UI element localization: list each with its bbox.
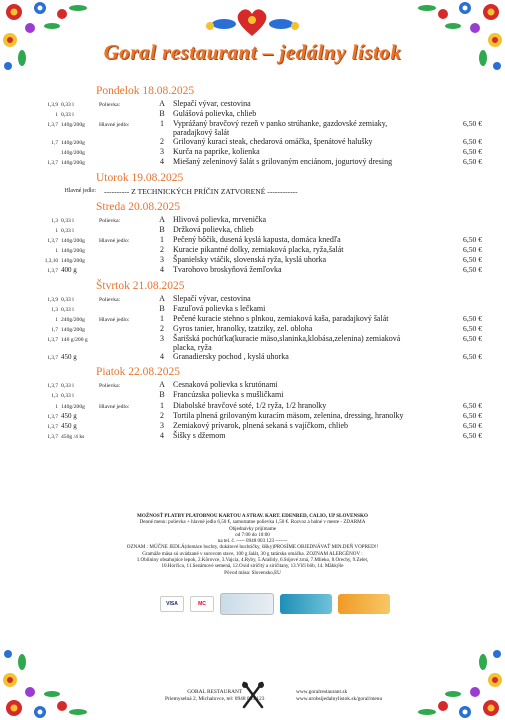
day-title: Utorok 19.08.2025 <box>96 171 184 184</box>
course-type <box>99 305 155 306</box>
day-section <box>36 280 482 363</box>
mastercard-icon: MC <box>190 596 214 612</box>
allergens: 1,3,7 <box>47 383 58 390</box>
folk-heart-ornament-icon <box>200 4 305 40</box>
menu-item <box>36 402 482 412</box>
item-description: Hlivová polievka, mrvenička <box>173 214 267 224</box>
payment-note: MOŽNOSŤ PLATBY PLATOBNOU KARTOU A STRAV. KART. EDENRED, CALIO, UP SLOVENSKO <box>137 513 368 519</box>
menu-item <box>36 412 482 422</box>
item-number: 1 <box>160 400 164 410</box>
day-section <box>36 85 482 168</box>
item-description: Gulášová polievka, chlieb <box>173 109 257 119</box>
course-type: Hlavné jedlo: <box>99 316 130 323</box>
weight: 0,33 l <box>61 217 74 224</box>
allergens: 1 <box>55 112 58 119</box>
item-description: Granadiersky pochod , kyslá uhorka <box>173 351 289 361</box>
item-description: Gyros tanier, hranolky, tzatziky, zel. obloha <box>173 324 313 333</box>
allergens: 1,3,7 <box>47 237 58 244</box>
item-description: Pečené kuracie stehno s plnkou, zemiaková kaša, paradajkový šalát <box>173 313 389 323</box>
menu-item <box>36 335 482 352</box>
weight: 140g/200g <box>61 149 85 156</box>
item-description: Fazuľová polievka s lečkami <box>173 303 266 313</box>
weight: 140g/200g <box>61 160 85 167</box>
course-type <box>99 246 155 247</box>
item-number: 3 <box>160 420 164 430</box>
item-number: 2 <box>160 136 164 146</box>
menu-item <box>36 391 482 401</box>
item-number: 1 <box>160 119 164 129</box>
allergens: 1,3,7 <box>47 337 58 344</box>
closed-text: ---------- Z TECHNICKÝCH PRÍČIN ZATVORENÉ ------------ <box>104 186 298 196</box>
menu-link[interactable]: www.urobsijedalnylistok.sk/goral/menu <box>296 696 383 702</box>
allergens: 1 <box>55 227 58 234</box>
item-number: A <box>159 293 165 303</box>
day-title: Streda 20.08.2025 <box>96 200 181 213</box>
item-number: 2 <box>160 244 164 254</box>
menu-item <box>36 432 482 442</box>
allergens: 1,3,7 <box>47 268 58 275</box>
closed-notice <box>36 187 482 196</box>
allergens: 1,3 <box>51 393 58 400</box>
notice: OZNAM : MÚČNE JEDLÁ(domáce buchty, dukátové buchtičky, šišky)PROSÍME OBJEDNÁVAŤ MIN.DEŇ VOPRED!! <box>126 544 379 551</box>
weight: 450g /4 ks <box>61 433 85 440</box>
allergens <box>36 148 58 149</box>
menu-item <box>36 305 482 315</box>
item-description: Francúzska polievka s mušličkami <box>173 390 284 400</box>
weight: 140g/200g <box>61 258 85 265</box>
item-number: A <box>159 380 165 390</box>
allergen-list: 1.Obilniny obsahujúce lepok, 2.Kôrovce, 3.Vajcia, 4.Ryby, 5.Arašidy, 6.Sójové zrná, 7.Mlieko, 8.Orechy, 9.Zeler, <box>136 557 369 564</box>
menu-item <box>36 236 482 246</box>
weight: 0,33 l <box>61 227 74 234</box>
course-type: Polievka: <box>99 217 121 224</box>
allergens: 1,3,7 <box>47 423 58 430</box>
course-type: Hlavné jedlo: <box>64 187 96 194</box>
menu-item <box>36 266 482 276</box>
allergens: 1,3,7 <box>47 122 58 129</box>
orders-note: Objednávky prijímame <box>228 525 277 532</box>
item-number: 2 <box>160 324 164 333</box>
item-description: Kuracie pikantné dolky, zemiaková placka, ryža,šalát <box>173 244 344 254</box>
weight: 400 g <box>61 266 77 275</box>
course-type <box>99 256 155 257</box>
menu-item <box>36 295 482 305</box>
item-description: Držková polievka, chlieb <box>173 224 254 234</box>
weight: 240g/200g <box>61 316 85 323</box>
item-price: 6,50 € <box>463 244 482 254</box>
course-type <box>99 110 155 111</box>
item-description: Grilovaný kurací steak, chedarová omáčka, špenátové halušky <box>173 136 373 146</box>
item-price: 6,50 € <box>463 119 482 129</box>
item-number: B <box>159 303 165 313</box>
item-description: Kurča na paprike, kolienka <box>173 146 260 156</box>
course-type: Polievka: <box>99 383 121 390</box>
item-price: 6,50 € <box>463 157 482 167</box>
weight: 140g/200g <box>61 247 85 254</box>
course-type: Hlavné jedlo: <box>99 237 130 244</box>
allergens: 1,3 <box>51 306 58 313</box>
allergens: 1 <box>55 316 58 323</box>
allergens: 1 <box>55 247 58 254</box>
allergens: 1,3,7 <box>47 354 58 361</box>
item-description: Cesnaková polievka s krutónami <box>173 380 278 390</box>
gramage-note: Gramáže mäsa sú uvádzané v surovom stave, 100 g šalát, 30 g tatárska omáčka. ZOZNAM ALERGÉNOV : <box>142 550 363 557</box>
day-section <box>36 172 482 196</box>
item-description: Španielsky vtáčik, slovenská ryža, kyslá uhorka <box>173 255 327 265</box>
allergens: 1,7 <box>51 139 58 146</box>
course-type <box>99 266 155 267</box>
item-description: Slepačí vývar, cestovina <box>173 293 251 303</box>
weight: 140g/200g <box>61 327 85 333</box>
item-number: A <box>159 99 165 108</box>
menu-item <box>36 216 482 226</box>
item-number: B <box>159 109 165 119</box>
menu-item <box>36 422 482 432</box>
item-number: 4 <box>160 157 164 167</box>
course-type <box>99 148 155 149</box>
weight: 140g/200g <box>61 122 85 129</box>
restaurant-name: GORAL RESTAURANT <box>187 689 243 695</box>
allergens: 1,3,7 <box>47 433 58 440</box>
weight: 140g/200g <box>61 139 85 146</box>
menu-item <box>36 120 482 137</box>
day-title: Piatok 22.08.2025 <box>96 366 181 379</box>
weight: 140g/200g <box>61 237 85 244</box>
item-description: Diabolské bravčové soté, 1/2 ryža, 1/2 hranolky <box>173 400 327 410</box>
weight: 450 g <box>61 411 77 420</box>
allergens: 1,3,7 <box>47 413 58 420</box>
meat-origin: Pôvod mäsa: Slovensko,EU <box>224 569 281 576</box>
website-link[interactable]: www.goralrestaurant.sk <box>296 689 348 695</box>
allergen-list-2: 10.Horčica, 11.Sezámové semená, 12.Oxid siričitý a siričitany, 13.Vlčí bôb, 14. Mäkkýše <box>161 563 344 570</box>
course-type <box>99 391 155 392</box>
item-number: 3 <box>160 146 164 156</box>
weight: 140 g/200 g <box>61 337 88 344</box>
course-type <box>99 432 155 433</box>
weight: 0,33 l <box>61 383 74 390</box>
allergens: 1,3 <box>51 217 58 224</box>
item-number: 1 <box>160 234 164 244</box>
item-description: Vyprážaný bravčový rezeň v panko strúhanke, gazdovské zemiaky, paradajkový šalát <box>173 119 388 137</box>
footer-info <box>55 513 450 576</box>
weight: 0,33 l <box>61 296 74 303</box>
weight: 0,33 l <box>61 306 74 313</box>
day-section <box>36 201 482 276</box>
phone-number: na tel. č. ----- 0948 003 123 ------- <box>217 538 288 545</box>
weight: 0,33 l <box>61 393 74 400</box>
course-type: Polievka: <box>99 102 121 108</box>
item-number: B <box>159 224 165 234</box>
item-price: 6,50 € <box>463 136 482 146</box>
item-number: 2 <box>160 410 164 420</box>
item-price: 6,50 € <box>463 255 482 265</box>
course-type: Hlavné jedlo: <box>99 122 130 129</box>
weight: 140g/200g <box>61 403 85 410</box>
allergens: 1,3,9 <box>47 296 58 303</box>
course-type <box>99 138 155 139</box>
item-price: 6,50 € <box>463 324 482 333</box>
menu-item <box>36 100 482 110</box>
course-type <box>99 353 155 354</box>
item-price: 6,50 € <box>463 430 482 440</box>
allergens: 1,3,10 <box>44 258 58 265</box>
item-number: 4 <box>160 265 164 275</box>
page-title: Goral restaurant – jedálny lístok <box>103 40 402 64</box>
cutlery-icon <box>240 681 266 709</box>
orders-hours: od 7:00 do 10:00 <box>235 531 270 538</box>
course-type: Hlavné jedlo: <box>99 403 130 410</box>
item-description: Zemiakový prívarok, plnená sekaná s vajíčkom, chlieb <box>173 420 349 430</box>
visa-card-icon: VISA <box>160 596 184 612</box>
item-number: 1 <box>160 313 164 323</box>
daily-menu <box>36 81 482 442</box>
floral-ornament-icon <box>0 640 95 720</box>
item-price: 6,50 € <box>463 410 482 420</box>
item-description: Šarišská pochúťka(kuracie mäso,slaninka,klobása,zelenina) zemiaková placka, ryža <box>173 334 401 352</box>
item-number: 3 <box>160 334 164 344</box>
weight: 0,33 l <box>61 102 74 108</box>
course-type <box>99 412 155 413</box>
allergens: 1 <box>55 403 58 410</box>
item-number: 4 <box>160 430 164 440</box>
course-type <box>99 422 155 423</box>
day-title: Štvrtok 21.08.2025 <box>96 279 185 292</box>
allergens: 1,3,7 <box>47 160 58 167</box>
payment-cards <box>160 593 390 615</box>
item-price: 6,50 € <box>463 400 482 410</box>
item-number: 3 <box>160 255 164 265</box>
address-line: Priemyselná 2, Michalovce, tel: 0948 003 123 <box>165 696 265 702</box>
weight: 450 g <box>61 352 77 361</box>
course-type <box>99 335 155 336</box>
weight: 0,33 l <box>61 112 74 119</box>
item-description: Šišky s džemom <box>173 430 226 440</box>
item-description: Miešaný zeleninový šalát s grilovaným enciánom, jogurtový dresing <box>173 157 393 167</box>
course-type <box>99 158 155 159</box>
up-card-icon <box>338 594 390 614</box>
allergens: 1,3,9 <box>47 102 58 108</box>
web-links <box>296 689 382 703</box>
weight: 450 g <box>61 421 77 430</box>
day-section <box>36 366 482 441</box>
item-number: B <box>159 390 165 400</box>
item-description: Pečený bôčik, dusená kyslá kapusta, domáca knedľa <box>173 234 341 244</box>
menu-price-note: Denné menu: polievka + hlavné jedlo 6,50 €, samostatne polievka 1,50 €. Rozvoz a balné v meste - ZDARMA <box>139 519 366 526</box>
menu-item <box>36 226 482 236</box>
item-number: 4 <box>160 351 164 361</box>
item-number: A <box>159 214 165 224</box>
item-price: 6,50 € <box>463 234 482 244</box>
course-type: Polievka: <box>99 296 121 303</box>
allergens: 1,7 <box>51 327 58 333</box>
floral-ornament-icon <box>410 640 505 720</box>
course-type <box>99 226 155 227</box>
item-price: 6,50 € <box>463 313 482 323</box>
item-price: 6,50 € <box>463 334 482 344</box>
course-type <box>99 325 155 326</box>
item-price: 6,50 € <box>463 146 482 156</box>
item-description: Slepačí vývar, cestovina <box>173 99 251 108</box>
edenred-card-icon <box>280 594 332 614</box>
menu-item <box>36 158 482 168</box>
item-price: 6,50 € <box>463 351 482 361</box>
meal-voucher-card-icon <box>220 593 274 615</box>
item-price: 6,50 € <box>463 265 482 275</box>
day-title: Pondelok 18.08.2025 <box>96 85 195 97</box>
menu-item <box>36 353 482 363</box>
item-description: Tortila plnená grilovaným kuracím mäsom, zelenina, dressing, hranolky <box>173 410 404 420</box>
item-description: Tvarohovo broskyňová žemľovka <box>173 265 282 275</box>
item-price: 6,50 € <box>463 420 482 430</box>
